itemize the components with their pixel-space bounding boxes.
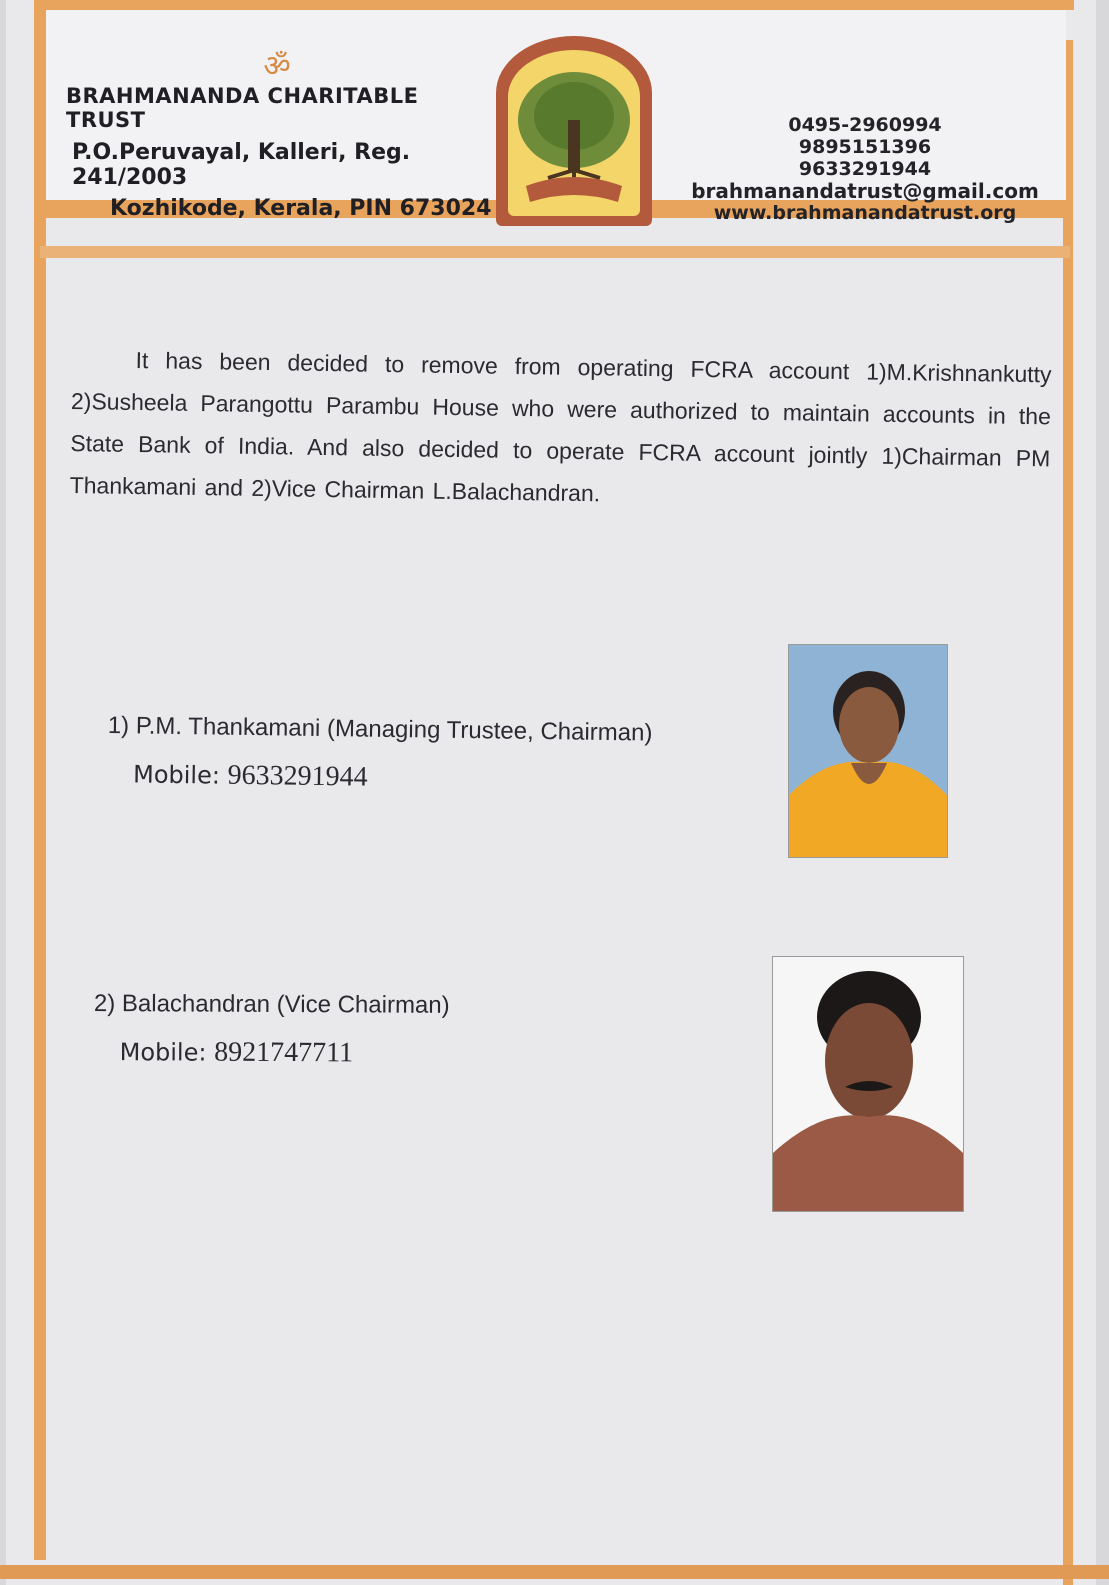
resolution-text <box>69 338 1052 521</box>
member-2-mobile-label: Mobile: <box>119 1038 215 1067</box>
woman-portrait-icon <box>789 645 947 857</box>
bottom-border <box>0 1565 1109 1579</box>
address-line-1: P.O.Peruvayal, Kalleri, Reg. 241/2003 <box>72 140 411 190</box>
member-1-mobile-number: 9633291944 <box>227 759 368 793</box>
phone-mobile-1: 9895151396 <box>798 136 932 158</box>
member-1-mobile-label: Mobile: <box>132 760 228 790</box>
resolution-paragraph: It has been decided to remove from operating FCRA account 1)M.Krishnankutty 2)Susheela Parangottu Parambu House who were authorized to maintain accounts in the State Bank of India. And also decided to operate FCRA account jointly 1)Chairman PM Thankamani and 2)Vice Chairman L.Balachandran. <box>69 347 1052 507</box>
banyan-tree-icon <box>508 50 640 216</box>
top-border <box>34 0 1074 10</box>
member-2-photo <box>772 956 964 1212</box>
email-address: brahmanandatrust@gmail.com <box>691 179 1039 203</box>
man-portrait-icon <box>773 957 963 1211</box>
phone-mobile-2: 9633291944 <box>798 158 932 180</box>
trust-logo-emblem <box>508 50 640 216</box>
member-2-name: 2) Balachandran (Vice Chairman) <box>93 990 450 1019</box>
member-1-name: 1) P.M. Thankamani (Managing Trustee, Chairman) <box>107 712 653 747</box>
right-border <box>1063 40 1073 1585</box>
member-2-mobile-number: 8921747711 <box>214 1036 354 1069</box>
member-1 <box>107 712 653 798</box>
member-2-mobile <box>94 1036 450 1070</box>
left-border <box>34 0 46 1560</box>
member-2 <box>94 990 450 1070</box>
address-line-2: Kozhikode, Kerala, PIN 673024 <box>110 196 492 221</box>
letterhead-rule-lower <box>40 246 1070 258</box>
website-address: www.brahmanandatrust.org <box>713 202 1017 224</box>
om-icon: ॐ <box>263 49 291 84</box>
contact-block <box>680 114 1050 224</box>
phone-landline: 0495-2960994 <box>788 114 942 136</box>
member-1-photo <box>788 644 948 858</box>
organization-name: BRAHMANANDA CHARITABLE TRUST <box>66 84 419 132</box>
organization-block <box>66 84 496 221</box>
